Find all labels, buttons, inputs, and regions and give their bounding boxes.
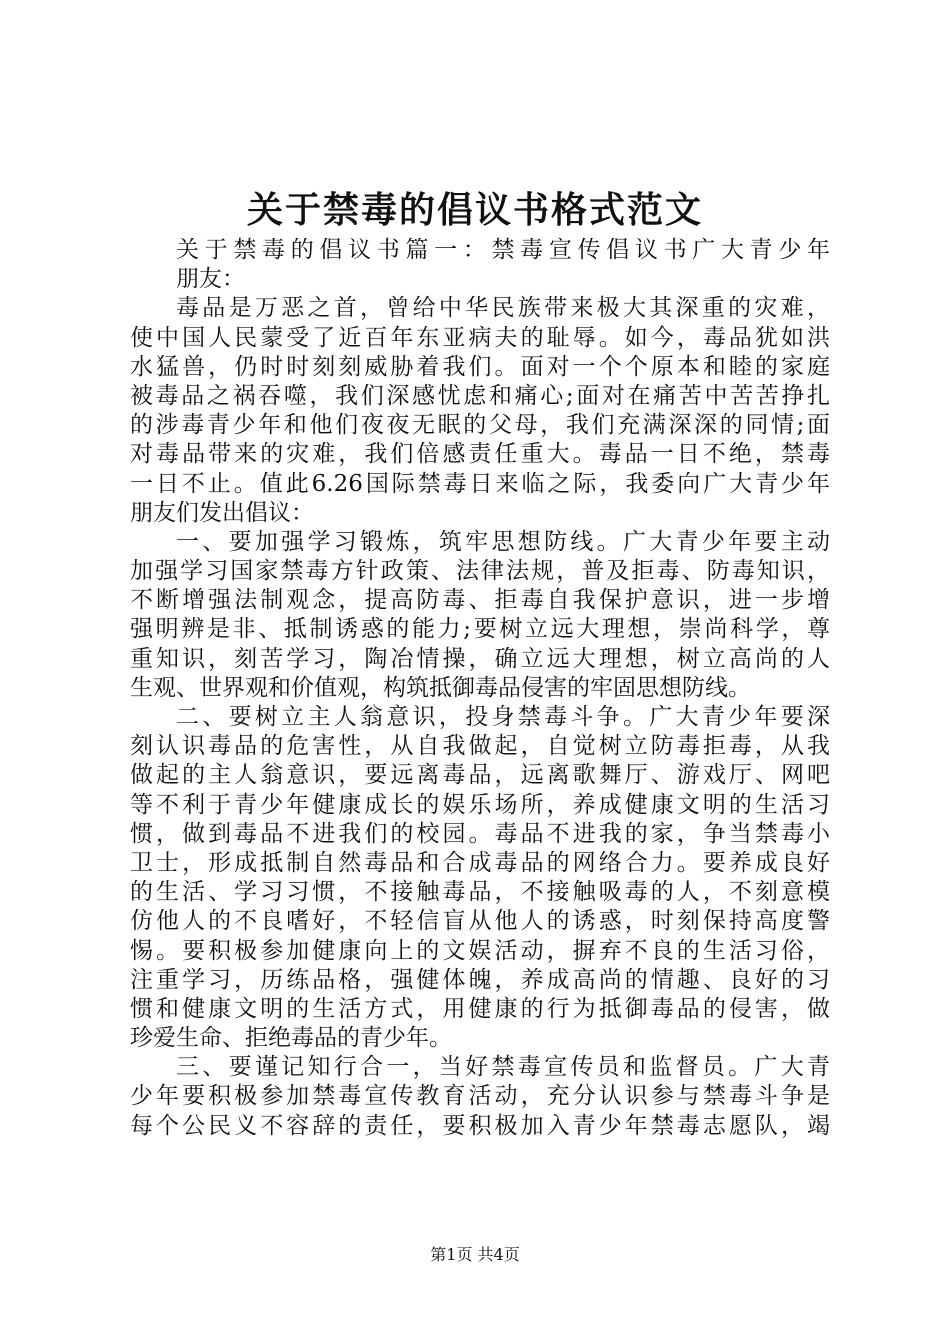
text-line: 关于禁毒的倡议书篇一：禁毒宣传倡议书广大青少年 — [176, 237, 830, 263]
text-line: 等不利于青少年健康成长的娱乐场所，养成健康文明的生活习 — [130, 791, 830, 818]
text-line: 重知识，刻苦学习，陶冶情操，确立远大理想，树立高尚的人 — [130, 645, 830, 672]
text-line: 被毒品之祸吞噬，我们深感忧虑和痛心;面对在痛苦中苦苦挣扎 — [130, 382, 830, 409]
text-line: 水猛兽，仍时时刻刻威胁着我们。面对一个个原本和睦的家庭 — [130, 353, 830, 380]
text-line: 做起的主人翁意识，要远离毒品，远离歌舞厅、游戏厅、网吧 — [130, 762, 830, 789]
text-line: 加强学习国家禁毒方针政策、法律法规，普及拒毒、防毒知识， — [130, 558, 830, 585]
page-number-footer: 第1页 共4页 — [430, 1245, 520, 1264]
text-line: 三、要谨记知行合一，当好禁毒宣传员和监督员。广大青 — [176, 1054, 830, 1081]
text-line: 每个公民义不容辞的责任，要积极加入青少年禁毒志愿队，竭 — [130, 1112, 830, 1139]
text-line: 强明辨是非、抵制诱惑的能力;要树立远大理想，崇尚科学，尊 — [130, 616, 830, 643]
text-line: 惯和健康文明的生活方式，用健康的行为抵御毒品的侵害，做 — [130, 995, 830, 1022]
text-line: 不断增强法制观念，提高防毒、拒毒自我保护意识，进一步增 — [130, 587, 830, 614]
text-line: 的涉毒青少年和他们夜夜无眠的父母，我们充满深深的同情;面 — [130, 412, 830, 439]
text-line: 使中国人民蒙受了近百年东亚病夫的耻辱。如今，毒品犹如洪 — [130, 324, 830, 351]
text-line: 珍爱生命、拒绝毒品的青少年。 — [130, 1025, 452, 1052]
text-line: 仿他人的不良嗜好，不轻信盲从他人的诱惑，时刻保持高度警 — [130, 908, 830, 935]
text-line: 的生活、学习习惯，不接触毒品，不接触吸毒的人，不刻意模 — [130, 879, 830, 906]
text-line: 生观、世界观和价值观，构筑抵御毒品侵害的牢固思想防线。 — [130, 674, 751, 701]
text-line: 少年要积极参加禁毒宣传教育活动，充分认识参与禁毒斗争是 — [130, 1083, 830, 1110]
document-title: 关于禁毒的倡议书格式范文 — [246, 189, 703, 231]
text-line: 一日不止。值此6.26国际禁毒日来临之际，我委向广大青少年 — [130, 470, 830, 497]
text-line: 刻认识毒品的危害性，从自我做起，自觉树立防毒拒毒，从我 — [130, 733, 830, 760]
document-body — [130, 236, 830, 1141]
text-line: 惯，做到毒品不进我们的校园。毒品不进我的家，争当禁毒小 — [130, 820, 830, 847]
text-line: 注重学习，历练品格，强健体魄，养成高尚的情趣、良好的习 — [130, 966, 830, 993]
text-line: 毒品是万恶之首，曾给中华民族带来极大其深重的灾难， — [176, 295, 830, 322]
text-line: 对毒品带来的灾难，我们倍感责任重大。毒品一日不绝，禁毒 — [130, 441, 830, 468]
text-line: 二、要树立主人翁意识，投身禁毒斗争。广大青少年要深 — [176, 704, 830, 730]
text-line: 惕。要积极参加健康向上的文娱活动，摒弃不良的生活习俗， — [130, 937, 830, 964]
text-line: 朋友们发出倡议： — [130, 499, 314, 526]
text-line: 一、要加强学习锻炼，筑牢思想防线。广大青少年要主动 — [176, 528, 830, 555]
text-line: 卫士，形成抵制自然毒品和合成毒品的网络合力。要养成良好 — [130, 849, 830, 876]
text-line: 朋友： — [176, 266, 245, 293]
